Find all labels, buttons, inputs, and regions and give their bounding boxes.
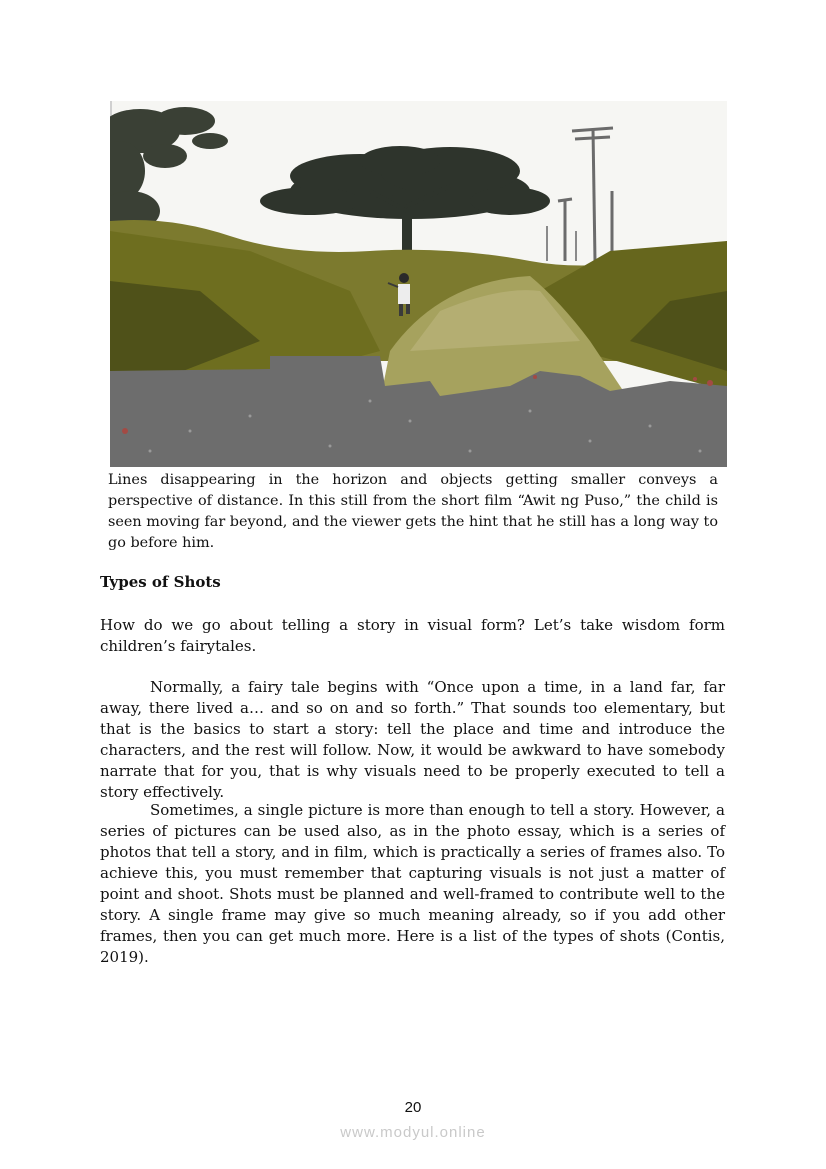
film-still-image	[110, 101, 727, 467]
intro-paragraph: How do we go about telling a story in visual form? Let’s take wisdom form children’s fairytales.	[100, 616, 725, 655]
shots-paragraph: Sometimes, a single picture is more than enough to tell a story. However, a series of pictures can be used also, as in the photo essay, which is a series of photos that tell a story, and in film, which is practically a series of frames also. To achieve this, you must remember that capturing visuals is not just a matter of point and shoot. Shots must be planned and well-framed to contribute well to the story. A single frame may give so much meaning already, so if you add other frames, then you can get much more. Here is a list of the types of shots (Contis, 2019).	[100, 801, 725, 966]
page-number: 20	[404, 1099, 422, 1116]
section-heading: Types of Shots	[100, 573, 221, 591]
watermark: www.modyul.online	[340, 1124, 486, 1141]
road-horizon-illustration	[110, 101, 727, 467]
fairy-tale-paragraph: Normally, a fairy tale begins with “Once upon a time, in a land far, far away, there lived a… and so on and so forth.” That sounds too elementary, but that is the basics to start a story: tell the place and time and introduce the characters, and the rest will follow. Now, it would be awkward to have somebody narrate that for you, that is why visuals need to be properly executed to tell a story effectively.	[100, 678, 725, 801]
figure-caption: Lines disappearing in the horizon and objects getting smaller conveys a perspective of distance. In this still from the short film “Awit ng Puso,” the child is seen moving far beyond, and the viewer gets the hint that he still has a long way to go before him.	[108, 472, 718, 551]
